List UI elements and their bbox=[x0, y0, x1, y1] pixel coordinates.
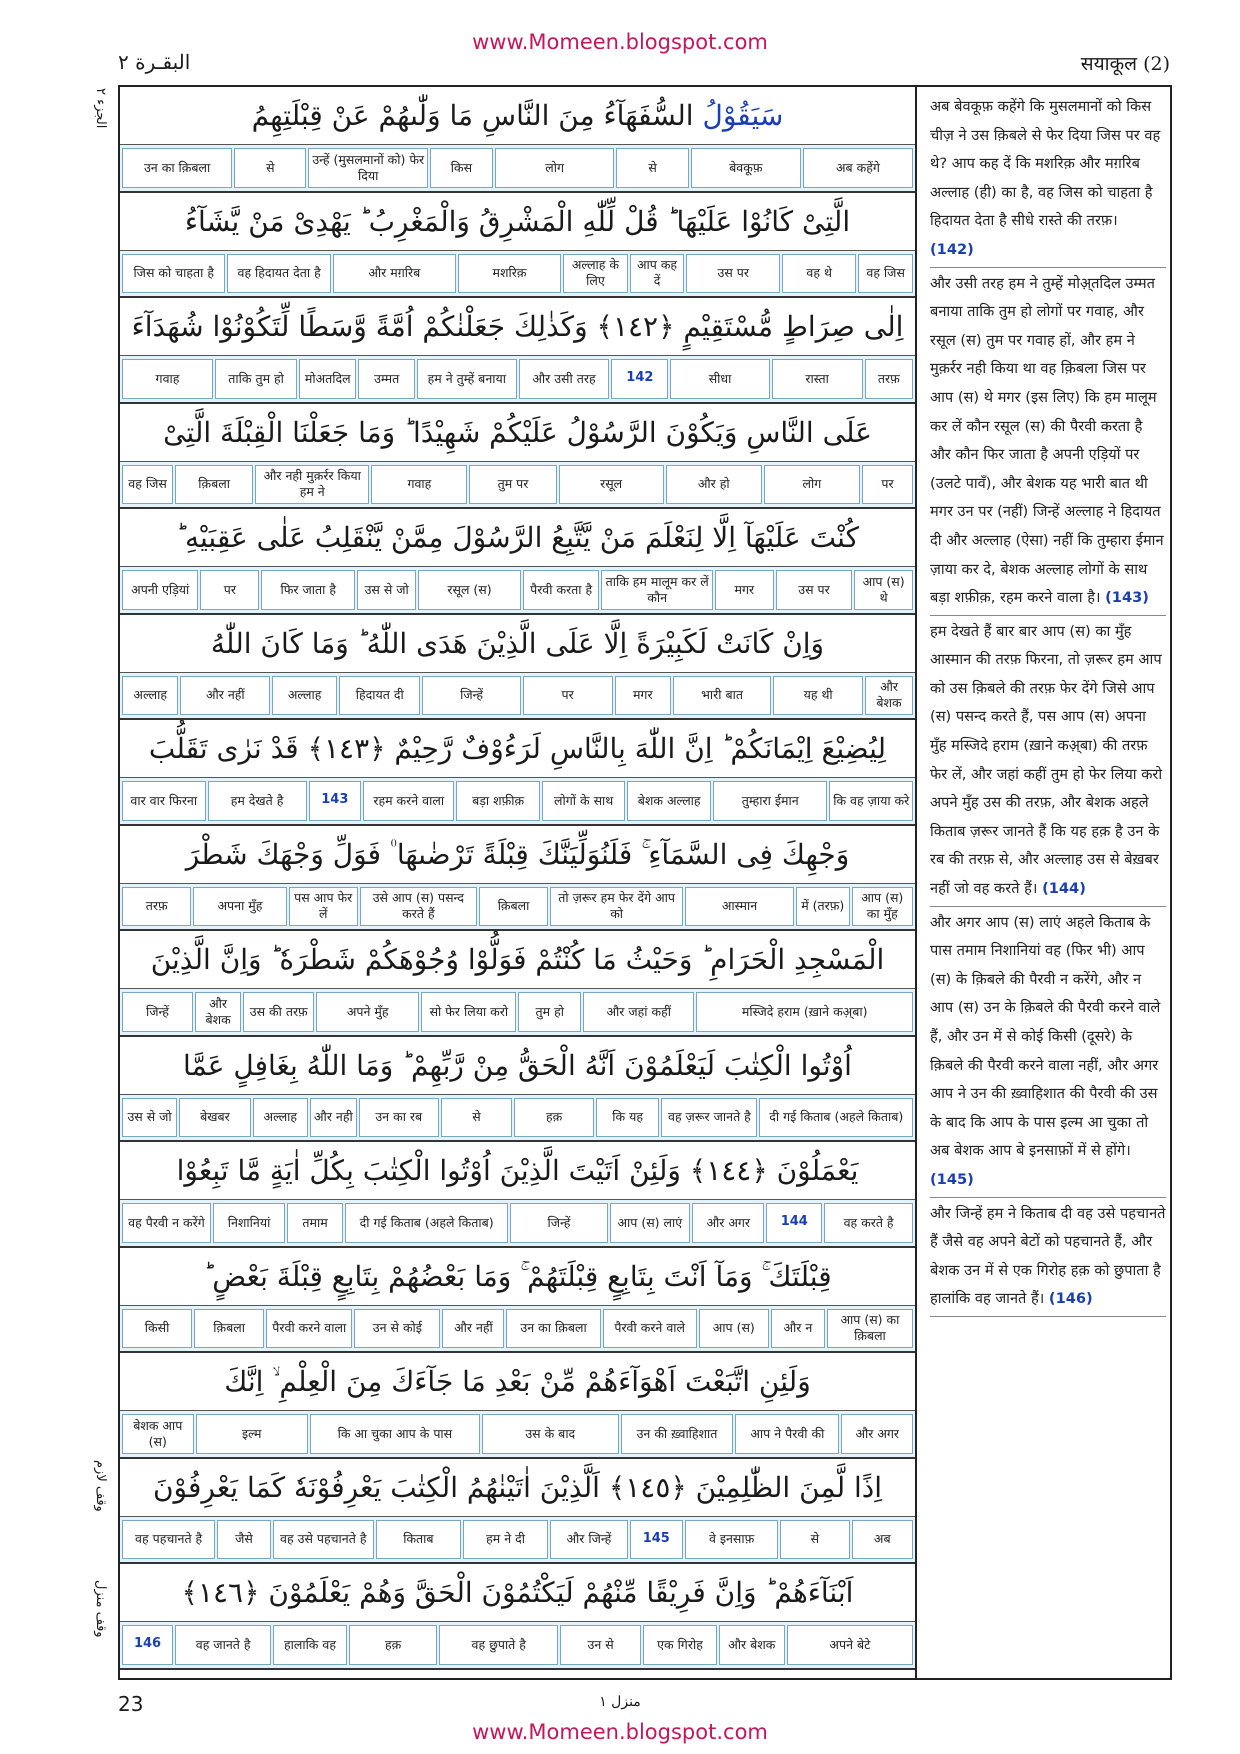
word-meaning-row bbox=[120, 1095, 915, 1143]
word-meaning-cell: और उसी तरह bbox=[519, 359, 610, 399]
word-meaning-cell: तरफ़ bbox=[865, 359, 913, 399]
word-meaning-cell: गवाह bbox=[122, 359, 213, 399]
word-meaning-row bbox=[120, 673, 915, 721]
translation-paragraph bbox=[930, 93, 1166, 268]
arabic-line bbox=[120, 931, 915, 989]
word-meaning-cell: किताब bbox=[376, 1520, 461, 1560]
word-meaning-row bbox=[120, 1200, 915, 1248]
arabic-text: الْمَسْجِدِ الْحَرَامِ ؕ وَحَيْثُ مَا كُنْتُمْ فَوَلُّوْا وُجُوْهَكُمْ شَطْرَهٗ ؕ وَاِنَّ الَّذِيْنَ bbox=[150, 943, 885, 976]
arabic-text: الَّتِىْ كَانُوْا عَلَيْهَا ؕ قُلْ لِّلّٰهِ الْمَشْرِقُ وَالْمَغْرِبُ ؕ يَهْدِىْ مَنْ يَّشَآءُ bbox=[184, 204, 851, 238]
word-meaning-cell: सीधा bbox=[670, 359, 769, 399]
word-meaning-cell: वह थे bbox=[782, 254, 856, 294]
word-meaning-cell: वह जानते है bbox=[175, 1625, 271, 1665]
verse-number: (143) bbox=[1105, 589, 1149, 607]
word-meaning-cell: बेशक अल्लाह bbox=[627, 781, 711, 821]
arabic-line bbox=[120, 1037, 915, 1095]
page-frame bbox=[118, 85, 1172, 1680]
word-meaning-cell: बेखबर bbox=[179, 1098, 251, 1138]
arabic-text: عَلَى النَّاسِ وَيَكُوْنَ الرَّسُوْلُ عَلَيْكُمْ شَهِيْدًا ؕ وَمَا جَعَلْنَا الْقِبْلَةَ الَّتِىْ bbox=[163, 415, 872, 449]
word-meaning-cell: और नही मुक़र्रर किया हम ने bbox=[255, 465, 369, 505]
word-meaning-cell: अपनी एड़ियां bbox=[122, 570, 198, 610]
word-meaning-row bbox=[120, 462, 915, 510]
arabic-text: اِذًا لَّمِنَ الظّٰلِمِيْنَ ﴿١٤٥﴾ اَلَّذِيْنَ اٰتَيْنٰهُمُ الْكِتٰبَ يَعْرِفُوْنَهٗ كَمَا يَعْرِفُوْنَ bbox=[152, 1470, 883, 1504]
arabic-text: كُنْتَ عَلَيْهَآ اِلَّا لِنَعْلَمَ مَنْ يَّتَّبِعُ الرَّسُوْلَ مِمَّنْ يَّنْقَلِبُ عَلٰى عَقِبَيْهِ ؕ bbox=[176, 521, 859, 554]
word-meaning-cell: और जहां कहीं bbox=[583, 992, 694, 1032]
arabic-text: وَلَئِنِ اتَّبَعْتَ اَهْوَآءَهُمْ مِّنْ بَعْدِ مَا جَآءَكَ مِنَ الْعِلْمِ ۙ اِنَّكَ bbox=[224, 1365, 811, 1398]
arabic-text: وَاِنْ كَانَتْ لَكَبِيْرَةً اِلَّا عَلَى الَّذِيْنَ هَدَى اللّٰهُ ؕ وَمَا كَانَ اللّٰهُ bbox=[210, 626, 825, 660]
word-meaning-cell: मगर bbox=[715, 570, 774, 610]
word-meaning-cell: जिस को चाहता है bbox=[122, 254, 225, 294]
word-meaning-cell: और बेशक bbox=[719, 1625, 785, 1665]
translation-text: अब बेवकूफ़ कहेंगे कि मुसलमानों को किस चीज़ ने उस क़िबले से फेर दिया जिस पर वह थे? आप कह दें कि मशरिक़ और मग़रिब अल्लाह (ही) का है, वह जिस को चाहता है हिदायत देता है सीधे रास्ते की तरफ़। bbox=[930, 98, 1161, 230]
manzil-marker: منزل ١ bbox=[599, 1694, 641, 1710]
word-meaning-row bbox=[120, 778, 915, 826]
word-meaning-cell: ताकि तुम हो bbox=[215, 359, 297, 399]
arabic-line bbox=[120, 1248, 915, 1306]
word-meaning-cell: उन से कोई bbox=[354, 1309, 440, 1349]
verse-number-cell: 146 bbox=[122, 1625, 173, 1665]
word-meaning-cell: मोअतदिल bbox=[299, 359, 356, 399]
word-meaning-cell: किस bbox=[430, 148, 493, 188]
para-start-word: سَيَقُوْلُ bbox=[702, 99, 784, 132]
word-meaning-cell: उन का रब bbox=[359, 1098, 439, 1138]
word-meaning-cell: तुम हो bbox=[518, 992, 581, 1032]
word-meaning-cell: और अगर bbox=[692, 1203, 764, 1243]
word-meaning-cell: सो फेर लिया करो bbox=[421, 992, 516, 1032]
word-meaning-cell: आप (स) का मुँह bbox=[852, 887, 913, 927]
page-number: 23 bbox=[118, 1692, 144, 1716]
arabic-line bbox=[120, 1564, 915, 1622]
word-meaning-cell: फिर जाता है bbox=[261, 570, 355, 610]
word-meaning-cell: गवाह bbox=[371, 465, 467, 505]
word-meaning-cell: हम ने तुम्हें बनाया bbox=[417, 359, 516, 399]
word-meaning-cell: क़िबला bbox=[479, 887, 548, 927]
word-meaning-cell: अपना मुँह bbox=[193, 887, 286, 927]
word-meaning-cell: पर bbox=[200, 570, 259, 610]
word-meaning-cell: मगर bbox=[615, 676, 671, 716]
word-meaning-cell: उसे आप (स) पसन्द करते हैं bbox=[360, 887, 477, 927]
word-meaning-row bbox=[120, 356, 915, 404]
verse-number-cell: 144 bbox=[766, 1203, 822, 1243]
translation-paragraph bbox=[930, 616, 1166, 907]
word-meaning-row bbox=[120, 1411, 915, 1459]
word-meaning-cell: उस के बाद bbox=[482, 1414, 619, 1454]
arabic-line bbox=[120, 298, 915, 356]
word-meaning-cell: पर bbox=[862, 465, 913, 505]
translation-text: और अगर आप (स) लाएं अहले किताब के पास तमाम निशानियां वह (फिर भी) आप (स) के क़िबले की पैरवी न करेंगे, और न आप (स) उन के क़िबले की पैरवी करने वाले हैं, और उन में से कोई किसी (दूसरे) के क़िबले की पैरवी करने वाला नहीं, और अगर आप ने उन की ख़्वाहिशात की पैरवी की उस के बाद कि आप के पास इल्म आ चुका तो अब बेशक आप बे इनसाफ़ों में से होंगे। bbox=[930, 913, 1161, 1160]
word-meaning-row bbox=[120, 251, 915, 299]
waqf-manzil-marker: وقف منزل bbox=[93, 1580, 108, 1638]
word-meaning-cell: वह छुपाते है bbox=[439, 1625, 558, 1665]
word-meaning-cell: किसी bbox=[122, 1309, 192, 1349]
word-meaning-cell: हक़ bbox=[514, 1098, 594, 1138]
word-meaning-cell: उन्हें (मुसलमानों को) फेर दिया bbox=[308, 148, 428, 188]
word-meaning-cell: और मग़रिब bbox=[333, 254, 456, 294]
word-meaning-cell: वह जिस bbox=[858, 254, 913, 294]
word-meaning-cell: अपने मुँह bbox=[316, 992, 419, 1032]
para-name: सयाकूल (2) bbox=[1080, 53, 1170, 75]
arabic-line bbox=[120, 509, 915, 567]
word-meaning-cell: वह पहचानते है bbox=[122, 1520, 215, 1560]
arabic-text: لِيُضِيْعَ اِيْمَانَكُمْ ؕ اِنَّ اللّٰهَ بِالنَّاسِ لَرَءُوْفٌ رَّحِيْمٌ ﴿١٤٣﴾ قَدْ نَرٰى تَقَلُّبَ bbox=[148, 732, 887, 765]
site-url-bottom: www.Momeen.blogspot.com bbox=[472, 1720, 768, 1744]
word-meaning-cell: और नही bbox=[310, 1098, 357, 1138]
word-meaning-cell: उन की ख़्वाहिशात bbox=[621, 1414, 733, 1454]
word-meaning-cell: पैरवी करता है bbox=[523, 570, 599, 610]
verse-number-cell: 145 bbox=[630, 1520, 684, 1560]
word-meaning-cell: उन का क़िबला bbox=[506, 1309, 600, 1349]
translation-column bbox=[930, 93, 1166, 1317]
site-url-top: www.Momeen.blogspot.com bbox=[472, 30, 768, 54]
word-meaning-cell: पस आप फेर लें bbox=[289, 887, 358, 927]
verse-number: (142) bbox=[930, 240, 974, 258]
word-meaning-cell: रास्ता bbox=[772, 359, 863, 399]
word-meaning-cell: उस पर bbox=[686, 254, 780, 294]
word-meaning-cell: इल्म bbox=[196, 1414, 308, 1454]
word-meaning-cell: तमाम bbox=[287, 1203, 343, 1243]
verse-number-cell: 143 bbox=[309, 781, 362, 821]
word-meaning-cell: उस से जो bbox=[357, 570, 416, 610]
word-meaning-cell: जैसे bbox=[217, 1520, 271, 1560]
word-meaning-cell: निशानियां bbox=[213, 1203, 285, 1243]
word-meaning-cell: उस से जो bbox=[122, 1098, 177, 1138]
translation-paragraph bbox=[930, 907, 1166, 1198]
word-meaning-cell: से bbox=[616, 148, 688, 188]
word-meaning-cell: हालाकि वह bbox=[273, 1625, 347, 1665]
arabic-line bbox=[120, 87, 915, 145]
arabic-text: يَعْمَلُوْنَ ﴿١٤٤﴾ وَلَئِنْ اَتَيْتَ الَّذِيْنَ اُوْتُوا الْكِتٰبَ بِكُلِّ اٰيَةٍ مَّا تَبِعُوْا bbox=[176, 1154, 859, 1187]
word-meaning-cell: से bbox=[441, 1098, 513, 1138]
word-meaning-cell: उस की तरफ़ bbox=[243, 992, 314, 1032]
word-meaning-cell: और नहीं bbox=[180, 676, 270, 716]
word-meaning-cell: उस पर bbox=[776, 570, 852, 610]
word-meaning-cell: पर bbox=[523, 676, 613, 716]
word-meaning-cell: जिन्हें bbox=[122, 992, 193, 1032]
arabic-text: اُوْتُوا الْكِتٰبَ لَيَعْلَمُوْنَ اَنَّهُ الْحَقُّ مِنْ رَّبِّهِمْ ؕ وَمَا اللّٰهُ بِغَافِلٍ عَمَّا bbox=[183, 1048, 852, 1082]
word-meaning-cell: दी गई किताब (अहले किताब) bbox=[759, 1098, 913, 1138]
word-meaning-cell: हम देखते है bbox=[208, 781, 307, 821]
word-meaning-cell: रसूल bbox=[559, 465, 664, 505]
word-meaning-cell: आप (स) थे bbox=[854, 570, 913, 610]
word-meaning-row bbox=[120, 884, 915, 932]
arabic-line bbox=[120, 404, 915, 462]
word-meaning-cell: अब कहेंगे bbox=[803, 148, 913, 188]
arabic-text: السُّفَهَآءُ مِنَ النَّاسِ مَا وَلّٰىهُمْ عَنْ قِبْلَتِهِمُ bbox=[251, 99, 703, 132]
word-by-word-grid bbox=[120, 87, 917, 1678]
word-meaning-cell: लोग bbox=[495, 148, 615, 188]
word-meaning-cell: क़िबला bbox=[194, 1309, 264, 1349]
word-meaning-cell: कि वह ज़ाया करे bbox=[829, 781, 913, 821]
word-meaning-cell: से bbox=[234, 148, 306, 188]
word-meaning-cell: रहम करने वाला bbox=[363, 781, 454, 821]
word-meaning-cell: आप (स) लाएं bbox=[610, 1203, 691, 1243]
word-meaning-cell: उन का क़िबला bbox=[122, 148, 232, 188]
translation-text: और जिन्हें हम ने किताब दी वह उसे पहचानते हैं जैसे वह अपने बेटों को पहचानते हैं, और बेशक उन में से एक गिरोह हक़ को छुपाता है हालांकि वह जानते हैं। bbox=[930, 1204, 1166, 1308]
word-meaning-cell: क़िबला bbox=[175, 465, 253, 505]
word-meaning-cell: तरफ़ bbox=[122, 887, 191, 927]
word-meaning-cell: वह करते है bbox=[824, 1203, 913, 1243]
word-meaning-cell: आप कह दें bbox=[630, 254, 685, 294]
word-meaning-cell: आप (स) bbox=[699, 1309, 769, 1349]
word-meaning-cell: वह जिस bbox=[122, 465, 173, 505]
arabic-line bbox=[120, 826, 915, 884]
word-meaning-cell: लोगों के साथ bbox=[542, 781, 626, 821]
word-meaning-cell: से bbox=[780, 1520, 849, 1560]
word-meaning-cell: वह हिदायत देता है bbox=[227, 254, 330, 294]
word-meaning-cell: वह पैरवी न करेंगे bbox=[122, 1203, 211, 1243]
word-meaning-cell: वे इनसाफ़ bbox=[685, 1520, 778, 1560]
word-meaning-cell: लोग bbox=[764, 465, 860, 505]
arabic-line bbox=[120, 193, 915, 251]
word-meaning-row bbox=[120, 989, 915, 1037]
word-meaning-cell: वह उसे पहचानते है bbox=[273, 1520, 374, 1560]
word-meaning-row bbox=[120, 1517, 915, 1565]
word-meaning-cell: जिन्हें bbox=[510, 1203, 607, 1243]
word-meaning-cell: अल्लाह bbox=[122, 676, 178, 716]
verse-number-cell: 142 bbox=[611, 359, 668, 399]
juz-marker: الجزء ٢ bbox=[93, 88, 108, 129]
arabic-line bbox=[120, 1353, 915, 1411]
word-meaning-cell: हम ने दी bbox=[463, 1520, 548, 1560]
word-meaning-cell: बड़ा शफ़ीक़ bbox=[456, 781, 540, 821]
word-meaning-cell: अब bbox=[852, 1520, 913, 1560]
word-meaning-row bbox=[120, 145, 915, 193]
word-meaning-cell: और नहीं bbox=[442, 1309, 504, 1349]
word-meaning-cell: मस्जिदे हराम (ख़ाने कअ़्बा) bbox=[696, 992, 913, 1032]
arabic-text: قِبْلَتَكَ ۚ وَمَآ اَنْتَ بِتَابِعٍ قِبْلَتَهُمْ ۚ وَمَا بَعْضُهُمْ بِتَابِعٍ قِبْلَةَ بَعْضٍ ؕ bbox=[203, 1259, 832, 1293]
surah-name: البقـرة ٢ bbox=[118, 50, 191, 74]
word-meaning-cell: तो ज़रूर हम फेर देंगे आप को bbox=[550, 887, 683, 927]
word-meaning-cell: और बेशक bbox=[195, 992, 242, 1032]
arabic-text: اَبْنَآءَهُمْ ؕ وَاِنَّ فَرِيْقًا مِّنْهُمْ لَيَكْتُمُوْنَ الْحَقَّ وَهُمْ يَعْلَمُوْنَ ﴿١٤٦﴾ bbox=[181, 1576, 854, 1609]
word-meaning-cell: एक गिरोह bbox=[643, 1625, 717, 1665]
word-meaning-cell: और न bbox=[771, 1309, 825, 1349]
word-meaning-cell: मशरिक़ bbox=[458, 254, 561, 294]
word-meaning-cell: अपने बेटे bbox=[787, 1625, 913, 1665]
word-meaning-cell: आप ने पैरवी की bbox=[735, 1414, 839, 1454]
word-meaning-cell: रसूल (स) bbox=[418, 570, 521, 610]
word-meaning-cell: अल्लाह bbox=[253, 1098, 308, 1138]
word-meaning-cell: वार वार फिरना bbox=[122, 781, 206, 821]
word-meaning-cell: अल्लाह के लिए bbox=[563, 254, 627, 294]
translation-paragraph bbox=[930, 1198, 1166, 1317]
word-meaning-cell: आस्मान bbox=[685, 887, 794, 927]
word-meaning-cell: और बेशक bbox=[865, 676, 913, 716]
arabic-text: اِلٰى صِرَاطٍ مُّسْتَقِيْمٍ ﴿١٤٢﴾ وَكَذٰلِكَ جَعَلْنٰكُمْ اُمَّةً وَّسَطًا لِّتَكُوْنُوْا شُهَدَآءَ bbox=[131, 310, 904, 343]
word-meaning-cell: हक़ bbox=[349, 1625, 438, 1665]
arabic-line bbox=[120, 1459, 915, 1517]
arabic-text: وَجْهِكَ فِى السَّمَآءِ ۚ فَلَنُوَلِّيَنَّكَ قِبْلَةً تَرْضٰىهَا ۠ فَوَلِّ وَجْهَكَ شَطْرَ bbox=[185, 837, 850, 871]
word-meaning-cell: वह ज़रूर जानते है bbox=[661, 1098, 757, 1138]
word-meaning-cell: कि आ चुका आप के पास bbox=[310, 1414, 480, 1454]
word-meaning-cell: पैरवी करने वाला bbox=[266, 1309, 352, 1349]
word-meaning-cell: बेवकूफ़ bbox=[691, 148, 801, 188]
word-meaning-cell: और अगर bbox=[841, 1414, 913, 1454]
word-meaning-row bbox=[120, 1622, 915, 1670]
word-meaning-cell: पैरवी करने वाले bbox=[603, 1309, 697, 1349]
translation-text: और उसी तरह हम ने तुम्हें मोअ़्तदिल उम्मत बनाया ताकि तुम हो लोगों पर गवाह, और रसूल (स) तुम पर गवाह हों, और हम ने मुक़र्रर नही किया था वह क़िबला जिस पर आप (स) थे मगर (इस लिए) कि हम मालूम कर लें कौन रसूल (स) की पैरवी करता है और कौन फिर जाता है अपनी एड़ियों पर (उलटे पावँ), और बेशक यह भारी बात थी मगर उन पर (नहीं) जिन्हें अल्लाह ने हिदायत दी और अल्लाह (ऐसा) नहीं कि तुम्हारा ईमान ज़ाया कर दे, बेशक अल्लाह लोगों के साथ बड़ा शफ़ीक़, रहम करने वाला है। bbox=[930, 274, 1164, 607]
arabic-line bbox=[120, 615, 915, 673]
word-meaning-cell: और हो bbox=[666, 465, 762, 505]
word-meaning-cell: आप (स) का क़िबला bbox=[827, 1309, 913, 1349]
word-meaning-cell: और जिन्हें bbox=[550, 1520, 627, 1560]
word-meaning-cell: जिन्हें bbox=[422, 676, 520, 716]
word-meaning-cell: बेशक आप (स) bbox=[122, 1414, 194, 1454]
word-meaning-cell: भारी बात bbox=[673, 676, 771, 716]
word-meaning-row bbox=[120, 1306, 915, 1354]
arabic-line bbox=[120, 1142, 915, 1200]
word-meaning-row bbox=[120, 567, 915, 615]
word-meaning-cell: यह थी bbox=[773, 676, 863, 716]
word-meaning-cell: ताकि हम मालूम कर लें कौन bbox=[601, 570, 713, 610]
translation-text: हम देखते हैं बार बार आप (स) का मुँह आस्मान की तरफ़ फिरना, तो ज़रूर हम आप को उस क़िबले की तरफ़ फेर देंगे जिसे आप (स) पसन्द करते हैं, पस आप (स) अपना मुँह मस्जिदे हराम (ख़ाने कअ़्बा) की तरफ़ फेर लें, और जहां कहीं तुम हो फेर लिया करो अपने मुँह उस की तरफ़, और बेशक अहले किताब ज़रूर जानते हैं कि यह हक़ है उन के रब की तरफ़ से, और अल्लाह उस से बेख़बर नहीं जो वह करते हैं। bbox=[930, 622, 1163, 898]
waqf-lazim-marker: وقف لازم bbox=[93, 1460, 108, 1512]
word-meaning-cell: हिदायत दी bbox=[339, 676, 421, 716]
word-meaning-cell: उम्मत bbox=[358, 359, 415, 399]
verse-number: (144) bbox=[1042, 880, 1086, 898]
word-meaning-cell: अल्लाह bbox=[272, 676, 337, 716]
verse-number: (146) bbox=[1048, 1290, 1093, 1308]
word-meaning-cell: तुम पर bbox=[469, 465, 556, 505]
word-meaning-cell: कि यह bbox=[596, 1098, 659, 1138]
word-meaning-cell: दी गई किताब (अहले किताब) bbox=[345, 1203, 508, 1243]
translation-paragraph bbox=[930, 268, 1166, 616]
word-meaning-cell: तुम्हारा ईमान bbox=[713, 781, 828, 821]
verse-number: (145) bbox=[930, 1170, 974, 1188]
word-meaning-cell: उन से bbox=[560, 1625, 641, 1665]
word-meaning-cell: में (तरफ़) bbox=[796, 887, 850, 927]
arabic-line bbox=[120, 720, 915, 778]
